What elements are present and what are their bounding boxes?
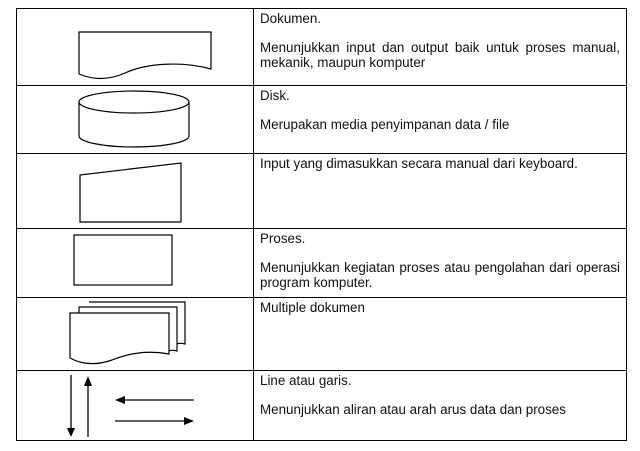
symbol-cell [17, 86, 254, 154]
disk-cylinder-icon [17, 86, 253, 153]
symbol-name: Line atau garis. [260, 373, 352, 388]
table-row [17, 229, 627, 298]
symbol-name: Input yang dimasukkan secara manual dari keyboard. [260, 156, 578, 171]
symbol-description: Merupakan media penyimpanan data / file [260, 117, 510, 132]
description-cell [254, 229, 627, 298]
table-row [17, 9, 627, 86]
multiple-document-icon [17, 298, 253, 370]
description-cell [254, 9, 627, 86]
manual-input-icon [17, 154, 253, 228]
symbol-cell [17, 9, 254, 86]
description-cell [254, 154, 627, 229]
flow-line-arrows-icon [17, 371, 253, 440]
symbol-description: Menunjukkan aliran atau arah arus data dan proses [260, 402, 566, 417]
table-row [17, 298, 627, 371]
table-row [17, 371, 627, 441]
description-cell [254, 86, 627, 154]
symbol-cell [17, 298, 254, 371]
process-rectangle-icon [17, 229, 253, 297]
symbol-cell [17, 229, 254, 298]
description-cell [254, 298, 627, 371]
symbol-description: Menunjukkan kegiatan proses atau pengolahan dari operasi program komputer. [260, 260, 620, 290]
flowchart-symbol-table [16, 8, 627, 441]
symbol-name: Dokumen. [260, 11, 322, 26]
symbol-cell [17, 371, 254, 441]
symbol-name: Proses. [260, 231, 306, 246]
table-row [17, 86, 627, 154]
description-cell [254, 371, 627, 441]
symbol-cell [17, 154, 254, 229]
symbol-name: Multiple dokumen [260, 300, 365, 315]
symbol-name: Disk. [260, 88, 290, 103]
symbol-description: Menunjukkan input dan output baik untuk proses manual, mekanik, maupun komputer [260, 40, 620, 70]
document-icon [17, 9, 253, 85]
table-row [17, 154, 627, 229]
